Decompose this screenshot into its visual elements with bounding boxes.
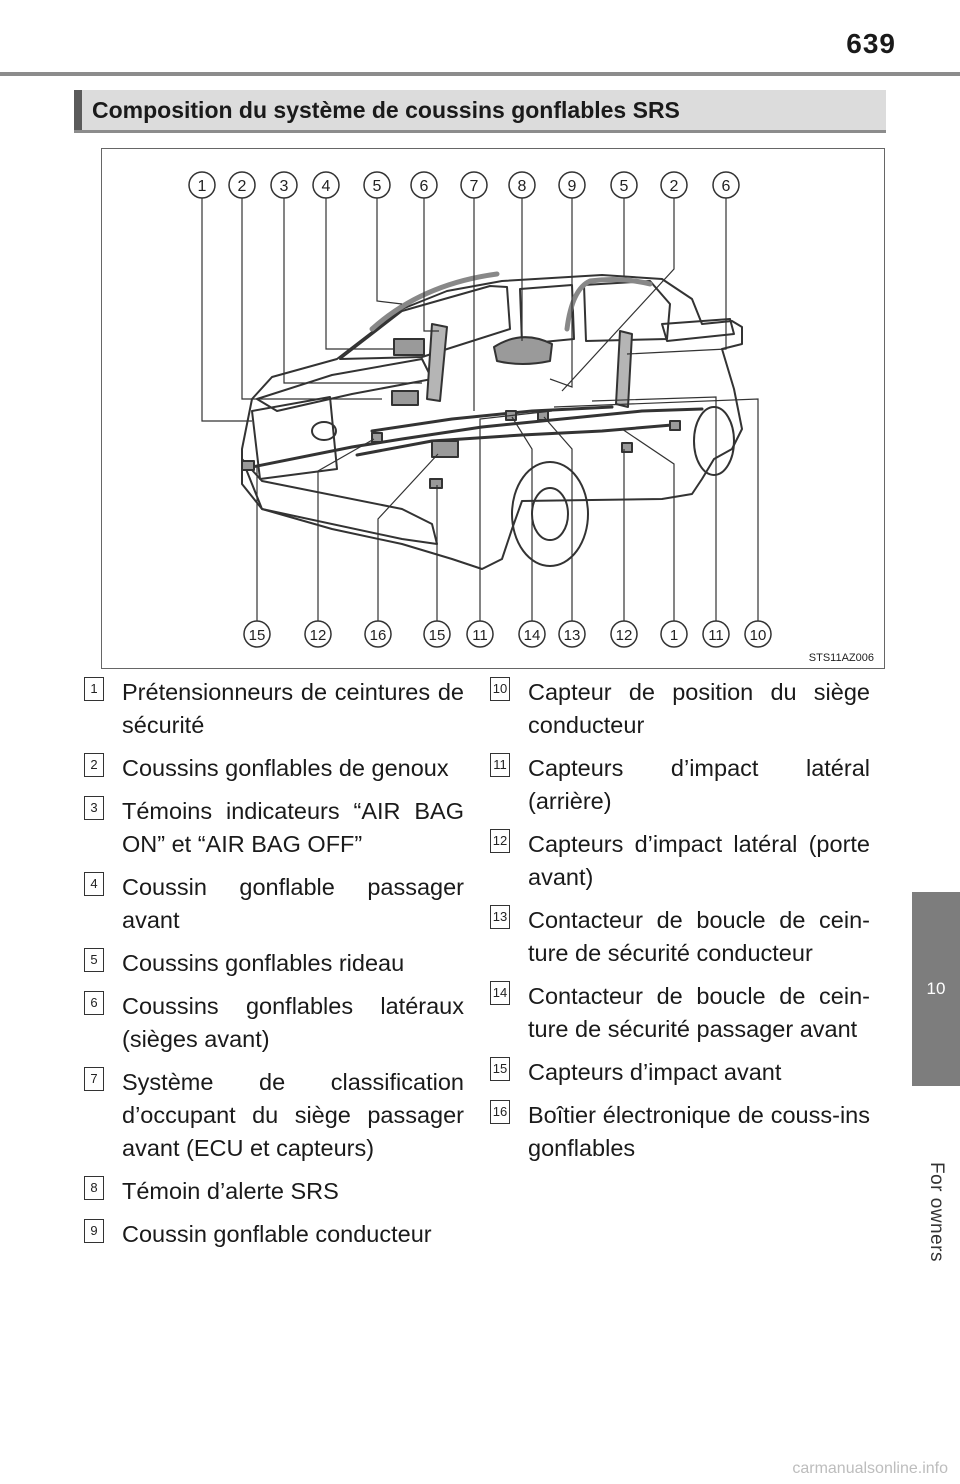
legend-item: [490, 1056, 870, 1089]
chapter-tab-number: 10: [926, 979, 946, 998]
callout-top-12: [713, 172, 739, 198]
passenger-seat: [427, 324, 447, 401]
legend-item: [84, 871, 464, 937]
legend-number-badge: 14: [490, 981, 510, 1005]
callout-bottom-7: [559, 621, 585, 647]
chapter-label-text: For owners: [926, 1161, 947, 1263]
legend-text: Témoin d’alerte SRS: [122, 1178, 339, 1204]
legend-number-badge: 2: [84, 753, 104, 777]
legend-item: [490, 980, 870, 1046]
svg-text:13: 13: [563, 627, 581, 644]
callout-bottom-3: [365, 621, 391, 647]
callout-top-10: [611, 172, 637, 198]
svg-text:1: 1: [197, 178, 207, 195]
svg-text:6: 6: [419, 178, 429, 195]
svg-text:2: 2: [237, 178, 247, 195]
front-sensor-left: [242, 461, 254, 470]
watermark: carmanualsonline.info: [792, 1460, 948, 1477]
callout-top-4: [313, 172, 339, 198]
legend-item: [84, 752, 464, 785]
passenger-airbag-module: [394, 339, 424, 355]
svg-text:6: 6: [721, 178, 731, 195]
curtain-airbag-right: [567, 280, 650, 329]
svg-text:2: 2: [669, 178, 679, 195]
svg-text:9: 9: [567, 178, 577, 195]
svg-text:10: 10: [749, 627, 767, 644]
leader-5: [377, 197, 402, 304]
top-callouts: [189, 172, 739, 198]
legend-text: Contacteur de boucle de cein-ture de sécurité passager avant: [528, 983, 870, 1042]
svg-text:15: 15: [428, 627, 446, 644]
callout-bottom-6: [519, 621, 545, 647]
callout-top-5: [364, 172, 390, 198]
legend-number-badge: 12: [490, 829, 510, 853]
callout-bottom-4: [424, 621, 450, 647]
callout-bottom-2: [305, 621, 331, 647]
legend-number-badge: 13: [490, 905, 510, 929]
legend-number-badge: 11: [490, 753, 510, 777]
rear-seat: [616, 331, 632, 407]
bottom-leader-lines: [257, 397, 758, 621]
callout-top-7: [461, 172, 487, 198]
legend-number-badge: 5: [84, 948, 104, 972]
bottom-callouts: [244, 621, 771, 647]
leader-2: [242, 197, 382, 399]
legend-text: Capteurs d’impact latéral (arrière): [528, 755, 870, 814]
legend-text: Coussins gonflables rideau: [122, 950, 405, 976]
callout-top-8: [509, 172, 535, 198]
svg-text:3: 3: [279, 178, 289, 195]
legend-item: [490, 828, 870, 894]
truck-illustration: [102, 149, 886, 670]
figure-code: STS11AZ006: [808, 652, 874, 664]
svg-text:5: 5: [619, 178, 629, 195]
leader-9: [550, 197, 572, 387]
svg-text:7: 7: [469, 178, 479, 195]
leader-6: [424, 197, 439, 331]
legend-number-badge: 16: [490, 1100, 510, 1124]
section-title: Composition du système de coussins gonflables SRS: [92, 96, 680, 123]
legend-text: Boîtier électronique de couss-ins gonflables: [528, 1102, 870, 1161]
callout-top-1: [189, 172, 215, 198]
legend-item: [84, 676, 464, 742]
page-number: 639: [846, 28, 896, 59]
legend-text: Capteur de position du siège conducteur: [528, 679, 870, 738]
callout-top-6: [411, 172, 437, 198]
legend-item: [84, 947, 464, 980]
leader-1: [202, 197, 252, 421]
rear-wheel: [694, 407, 734, 475]
front-sensor-right: [430, 479, 442, 488]
legend-text: Capteurs d’impact avant: [528, 1059, 782, 1085]
svg-text:14: 14: [523, 627, 541, 644]
legend-text: Prétensionneurs de ceintures de sécurité: [122, 679, 464, 738]
driver-seat-back: [494, 337, 552, 364]
svg-text:11: 11: [708, 627, 724, 644]
legend-number-badge: 9: [84, 1219, 104, 1243]
truck-grille: [252, 397, 337, 479]
svg-text:4: 4: [321, 178, 331, 195]
svg-text:5: 5: [372, 178, 382, 195]
legend-left-column: [84, 676, 464, 1261]
legend-number-badge: 7: [84, 1067, 104, 1091]
legend-number-badge: 1: [84, 677, 104, 701]
legend-number-badge: 3: [84, 796, 104, 820]
legend-number-badge: 10: [490, 677, 510, 701]
callout-top-2: [229, 172, 255, 198]
legend-text: Coussin gonflable passager avant: [122, 874, 464, 933]
legend-text: Système de classification d’occupant du siège passager avant (ECU et capteurs): [122, 1069, 464, 1161]
callout-top-9: [559, 172, 585, 198]
legend-number-badge: 15: [490, 1057, 510, 1081]
legend-item: [84, 1066, 464, 1165]
legend-item: [84, 795, 464, 861]
chapter-tab[interactable]: [912, 892, 960, 1086]
chapter-label: [912, 1092, 960, 1332]
legend-number-badge: 6: [84, 991, 104, 1015]
legend-number-badge: 8: [84, 1176, 104, 1200]
svg-text:15: 15: [248, 627, 266, 644]
side-sensor-front: [372, 433, 382, 442]
svg-text:8: 8: [517, 178, 527, 195]
svg-text:1: 1: [669, 627, 679, 644]
truck-body-outline: [242, 275, 742, 569]
legend-item: [490, 904, 870, 970]
leader-12: [318, 439, 374, 621]
svg-text:12: 12: [309, 627, 327, 644]
legend-text: Coussin gonflable conducteur: [122, 1221, 432, 1247]
header-rule: [0, 72, 960, 76]
svg-text:12: 12: [615, 627, 633, 644]
callout-bottom-9: [661, 621, 687, 647]
front-wheel-hub: [532, 488, 568, 540]
leader-1b: [622, 429, 674, 621]
legend-item: [84, 1218, 464, 1251]
legend-text: Contacteur de boucle de cein-ture de sécurité conducteur: [528, 907, 870, 966]
legend-text: Témoins indicateurs “AIR BAG ON” et “AIR BAG OFF”: [122, 798, 464, 857]
leader-6b: [627, 197, 726, 354]
legend-item: [84, 990, 464, 1056]
ecu-module: [432, 441, 458, 457]
airbag-system-figure: [101, 148, 885, 669]
legend-text: Coussins gonflables de genoux: [122, 755, 449, 781]
legend-number-badge: 4: [84, 872, 104, 896]
callout-top-3: [271, 172, 297, 198]
legend-right-column: [490, 676, 870, 1175]
callout-bottom-1: [244, 621, 270, 647]
svg-text:11: 11: [472, 627, 488, 644]
front-wheel: [512, 462, 588, 566]
svg-text:16: 16: [369, 627, 387, 644]
legend-item: [84, 1175, 464, 1208]
callout-bottom-8: [611, 621, 637, 647]
rear-sensor: [670, 421, 680, 430]
legend-item: [490, 752, 870, 818]
callout-top-11: [661, 172, 687, 198]
callout-bottom-10: [703, 621, 729, 647]
callout-bottom-11: [745, 621, 771, 647]
legend-item: [490, 1099, 870, 1165]
legend-text: Coussins gonflables latéraux (sièges avant): [122, 993, 464, 1052]
legend-item: [490, 676, 870, 742]
legend-text: Capteurs d’impact latéral (porte avant): [528, 831, 870, 890]
callout-bottom-5: [467, 621, 493, 647]
section-header: [74, 90, 886, 130]
top-leader-lines: [202, 197, 726, 421]
truck-side-window-front: [520, 285, 574, 344]
knee-airbag-module: [392, 391, 418, 405]
